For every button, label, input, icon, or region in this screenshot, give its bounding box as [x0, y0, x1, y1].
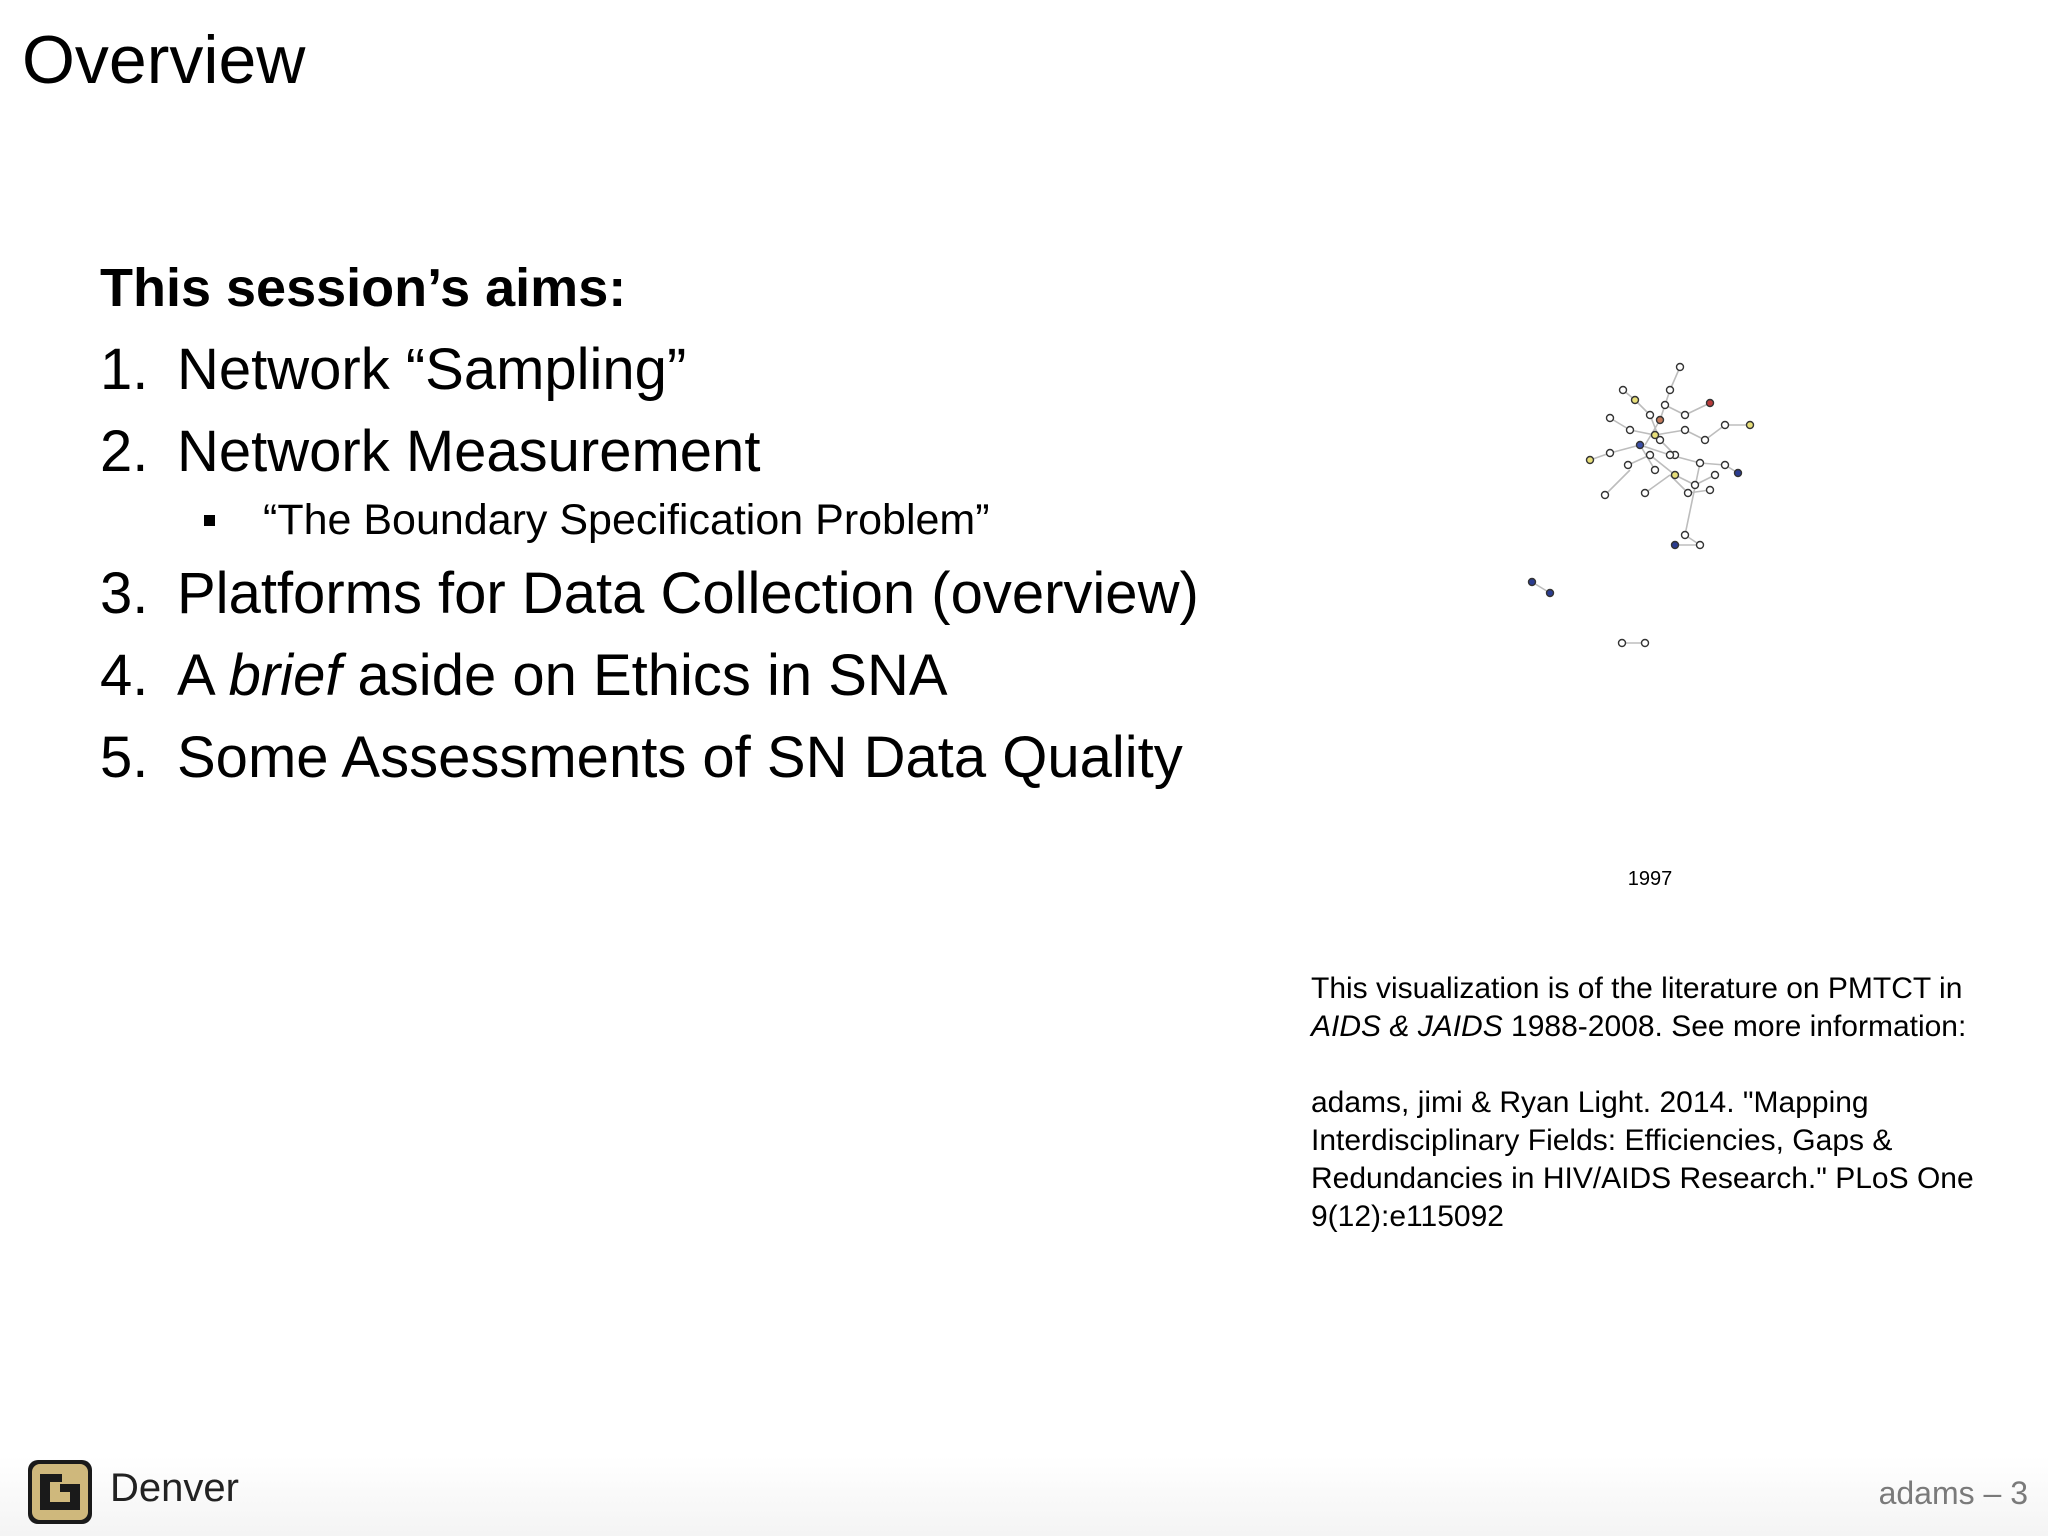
slide-title: Overview — [22, 22, 306, 98]
aim-item-5 — [100, 720, 1300, 796]
figure-caption — [1311, 970, 2031, 1236]
aim-number: 3. — [100, 561, 149, 626]
aim-text-pre: A — [177, 643, 229, 708]
figure-year-label: 1997 — [1627, 868, 1673, 890]
caption-line-2 — [1311, 1008, 2031, 1046]
network-edges — [1532, 367, 1750, 643]
square-bullet-icon — [204, 515, 215, 526]
caption-citation: adams, jimi & Ryan Light. 2014. "Mapping Interdisciplinary Fields: Efficiencies, Gaps & Redundancies in HIV/AIDS Research." PLoS One 9(12):e115092 — [1311, 1086, 1974, 1233]
caption-line-1: This visualization is of the literature on PMTCT in — [1311, 972, 1963, 1005]
aim-text: Platforms for Data Collection (overview) — [177, 561, 1199, 626]
aim-text: Some Assessments of SN Data Quality — [177, 725, 1183, 790]
aim-number: 5. — [100, 725, 149, 790]
aims-list — [100, 250, 1300, 802]
page-number: adams – 3 — [1878, 1475, 2028, 1511]
aim-number: 4. — [100, 643, 149, 708]
aim-text: Network Measurement — [177, 419, 761, 484]
brand-name: Denver — [110, 1466, 239, 1510]
aim-text: Network “Sampling” — [177, 337, 687, 402]
aims-heading: This session’s aims: — [100, 258, 627, 318]
aim-text — [177, 638, 948, 714]
aim-number: 1. — [100, 337, 149, 402]
aim-sub-item — [204, 492, 1300, 548]
aim-text-emphasis: brief — [228, 643, 342, 708]
caption-journal: AIDS & JAIDS — [1311, 1010, 1503, 1043]
aim-text-post: aside on Ethics in SNA — [341, 643, 948, 708]
aim-item-2 — [100, 414, 1300, 490]
sub-item-text: “The Boundary Specification Problem” — [263, 496, 990, 544]
aim-item-4 — [100, 638, 1300, 714]
university-logo-icon — [26, 1458, 94, 1526]
citation-network-graph — [1510, 345, 1810, 675]
caption-line-2-rest: 1988-2008. See more information: — [1502, 1010, 1967, 1043]
slide-footer — [0, 1456, 2048, 1536]
aim-item-1 — [100, 332, 1300, 408]
aim-number: 2. — [100, 419, 149, 484]
aim-item-3 — [100, 556, 1300, 632]
